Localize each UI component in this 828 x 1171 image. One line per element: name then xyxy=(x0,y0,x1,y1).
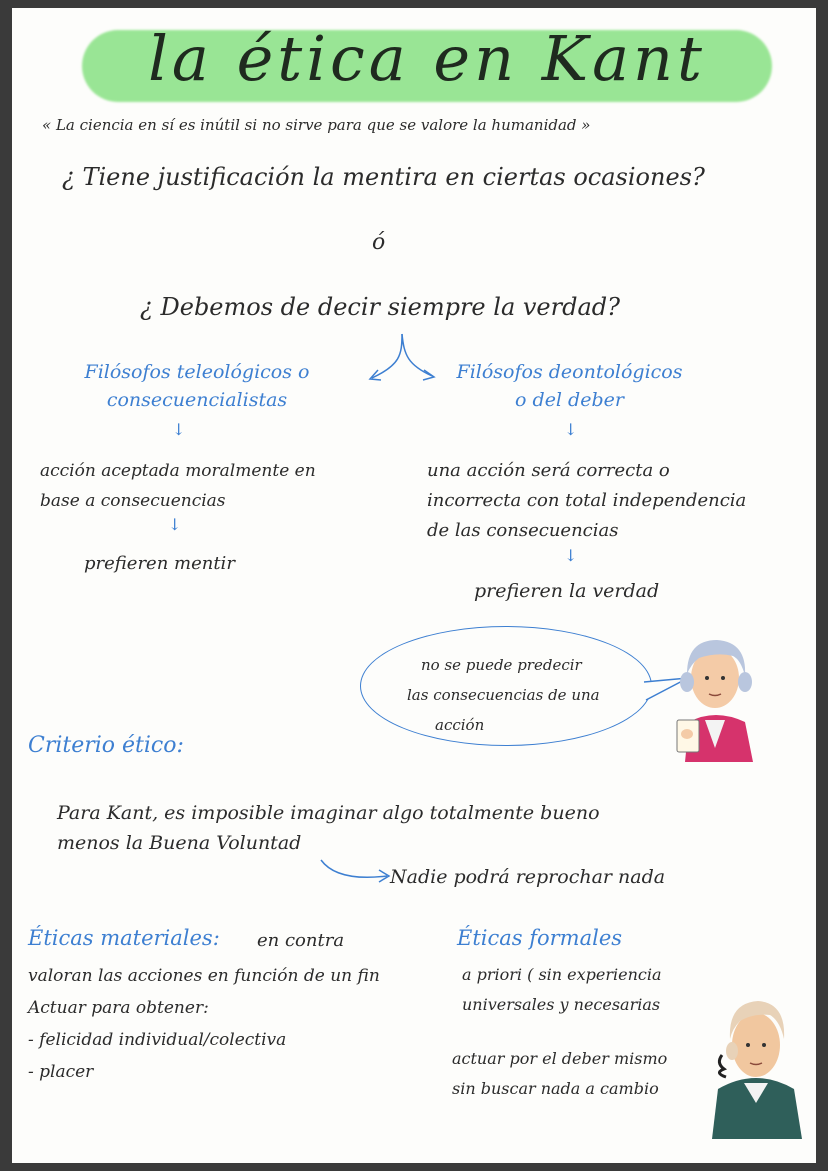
materiales-line-1: valoran las acciones en función de un fin xyxy=(28,966,380,986)
deonto-line-2: o del deber xyxy=(515,389,624,411)
bubble-text xyxy=(407,650,600,740)
deonto-heading xyxy=(437,358,702,414)
kant-statement xyxy=(57,798,600,858)
teleo-prefer: prefieren mentir xyxy=(84,553,235,574)
deonto-prefer: prefieren la verdad xyxy=(474,580,660,602)
teleo-description xyxy=(40,456,316,516)
page-title: la ética en Kant xyxy=(148,22,706,95)
materiales-line-4: - placer xyxy=(28,1062,94,1082)
title-block xyxy=(82,20,772,110)
kant-line-2: menos la Buena Voluntad xyxy=(57,832,302,854)
teleo-line-1: Filósofos teleológicos o xyxy=(84,361,310,383)
down-arrow-icon: ↓ xyxy=(564,546,578,565)
bubble-line-2: las consecuencias de una xyxy=(407,686,600,704)
teleo-desc-1: acción aceptada moralmente en xyxy=(40,461,316,481)
formales-line-1: a priori ( sin experiencia xyxy=(462,965,662,984)
materiales-body xyxy=(28,960,380,1088)
bubble-line-1: no se puede predecir xyxy=(421,656,582,674)
materiales-contra: en contra xyxy=(257,930,345,951)
formales-line-4: sin buscar nada a cambio xyxy=(452,1079,659,1098)
formales-line-3: actuar por el deber mismo xyxy=(452,1049,668,1068)
curved-arrow-icon xyxy=(317,856,395,886)
formales-body-2 xyxy=(452,1044,667,1104)
or-text: ó xyxy=(372,230,386,255)
teleo-desc-2: base a consecuencias xyxy=(40,491,226,511)
bubble-line-3: acción xyxy=(435,716,485,734)
criterio-heading: Criterio ético: xyxy=(28,733,184,758)
down-arrow-icon: ↓ xyxy=(172,420,186,439)
deonto-line-1: Filósofos deontológicos xyxy=(456,361,683,383)
split-arrow-icon xyxy=(362,330,442,385)
kant-portrait-1 xyxy=(667,630,763,762)
down-arrow-icon: ↓ xyxy=(168,515,182,534)
materiales-line-2: Actuar para obtener: xyxy=(28,998,209,1018)
teleo-line-2: consecuencialistas xyxy=(106,389,288,411)
down-arrow-icon: ↓ xyxy=(564,420,578,439)
kant-portrait-2 xyxy=(708,993,804,1139)
deonto-desc-3: de las consecuencias xyxy=(427,520,619,541)
deonto-desc-2: incorrecta con total independencia xyxy=(427,490,747,511)
materiales-heading: Éticas materiales: xyxy=(28,926,220,950)
kant-line-1: Para Kant, es imposible imaginar algo totalmente bueno xyxy=(57,802,600,824)
question-1: ¿ Tiene justificación la mentira en ciertas ocasiones? xyxy=(62,163,705,191)
deonto-desc-1: una acción será correcta o xyxy=(427,460,670,481)
deonto-description xyxy=(427,456,746,546)
quote: « La ciencia en sí es inútil si no sirve para que se valore la humanidad » xyxy=(42,116,591,134)
formales-heading: Éticas formales xyxy=(457,926,623,950)
materiales-line-3: - felicidad individual/colectiva xyxy=(28,1030,287,1050)
formales-body xyxy=(462,960,662,1020)
formales-line-2: universales y necesarias xyxy=(462,995,661,1014)
notebook-page xyxy=(12,8,816,1163)
nadie-text: Nadie podrá reprochar nada xyxy=(390,866,666,888)
teleo-heading xyxy=(52,358,342,414)
question-2: ¿ Debemos de decir siempre la verdad? xyxy=(140,293,621,321)
